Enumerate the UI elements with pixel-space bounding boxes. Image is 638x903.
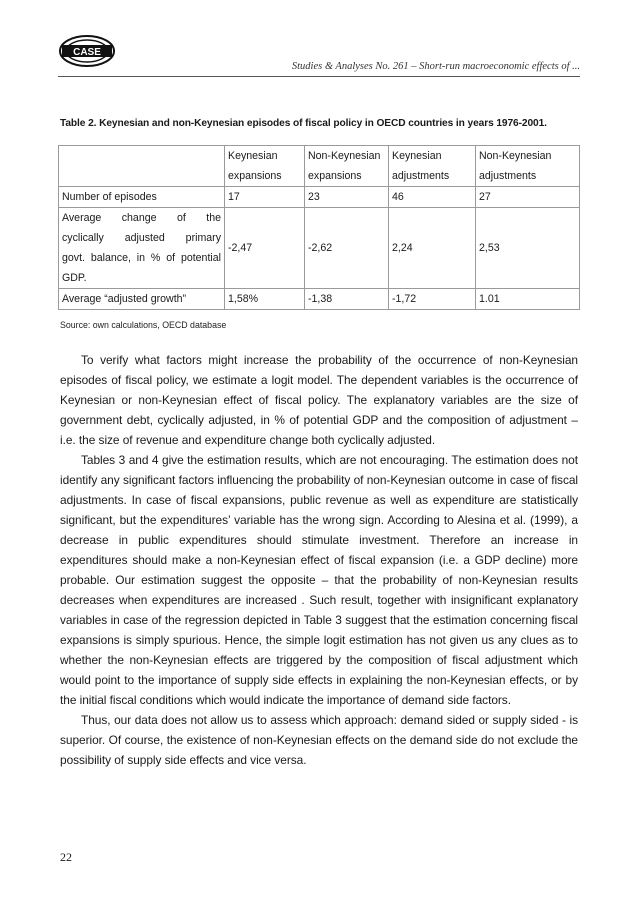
paragraph: Tables 3 and 4 give the estimation results, which are not encouraging. The estimation does not identify any significant factors influencing the probability of non-Keynesian outcome in case of fiscal adjustments. In case of fiscal expansions, public revenue as well as expenditure are statistically significant, but the expenditures’ variable has the wrong sign. According to Alesina et al. (1999), a decrease in public expenditures should stimulate investment. Therefore an increase in expenditures should make a non-Keynesian effect of fiscal expansion (i.e. a GDP decline) more probable. Our estimation suggest the opposite – that the probability of non-Keynesian results decreases when expenditures are increased . Such result, together with insignificant explanatory variables in case of the regression depicted in Table 3 suggest that the estimation concerning fiscal expansions is simply spurious. Hence, the simple logit estimation has not given us any clues as to whether the non-Keynesian effects are triggered by the composition of fiscal adjustment which would point to the importance of supply side effects in explaining the non-Keynesian effects, or by the initial fiscal conditions which would indicate the importance of demand side factors.	[60, 453, 578, 707]
row-label: Number of episodes	[59, 187, 225, 208]
running-title: Studies & Analyses No. 261 – Short-run macroeconomic effects of ...	[291, 61, 580, 72]
table-source: Source: own calculations, OECD database	[60, 320, 227, 330]
header-cell: Keynesian expansions	[225, 146, 305, 187]
header-cell: Non-Keynesian expansions	[305, 146, 389, 187]
paragraph: To verify what factors might increase the probability of the occurrence of non-Keynesian episodes of fiscal policy, we estimate a logit model. The dependent variables is the occurrence of Keynesian or non-Keynesian effect of fiscal policy. The explanatory variables are the size of government debt, cyclically adjusted, in % of potential GDP and the composition of adjustment – i.e. the size of revenue and expenditure change both cyclically adjusted.	[60, 353, 578, 447]
table-row	[59, 208, 580, 289]
table-cell: 46	[389, 187, 476, 208]
body-text	[60, 350, 578, 770]
row-label: Average change of the cyclically adjusted primary govt. balance, in % of potential GDP.	[59, 208, 225, 289]
table-cell: 2,53	[476, 208, 580, 289]
table-cell: 1,58%	[225, 289, 305, 310]
table-cell: -1,38	[305, 289, 389, 310]
paragraph: Thus, our data does not allow us to assess which approach: demand sided or supply sided - is superior. Of course, the existence of non-Keynesian effects on the demand side do not exclude the possibility of supply side effects and vice versa.	[60, 713, 578, 767]
table-row	[59, 289, 580, 310]
table-cell: -2,62	[305, 208, 389, 289]
table-cell: 27	[476, 187, 580, 208]
page-number: 22	[60, 850, 72, 864]
logo-text: CASE	[73, 47, 101, 58]
table-cell: 17	[225, 187, 305, 208]
table-row	[59, 187, 580, 208]
episodes-table	[58, 145, 580, 310]
case-logo	[58, 33, 116, 69]
header-cell-empty	[59, 146, 225, 187]
header-cell: Non-Keynesian adjustments	[476, 146, 580, 187]
table-cell: -1,72	[389, 289, 476, 310]
table-caption: Table 2. Keynesian and non-Keynesian episodes of fiscal policy in OECD countries in years 1976-2001.	[60, 118, 547, 129]
header-rule	[58, 76, 580, 77]
table-cell: 2,24	[389, 208, 476, 289]
case-logo-graphic	[58, 33, 116, 69]
table-header-row	[59, 146, 580, 187]
table-cell: 23	[305, 187, 389, 208]
table-cell: 1.01	[476, 289, 580, 310]
table-cell: -2,47	[225, 208, 305, 289]
row-label: Average “adjusted growth”	[59, 289, 225, 310]
header-cell: Keynesian adjustments	[389, 146, 476, 187]
